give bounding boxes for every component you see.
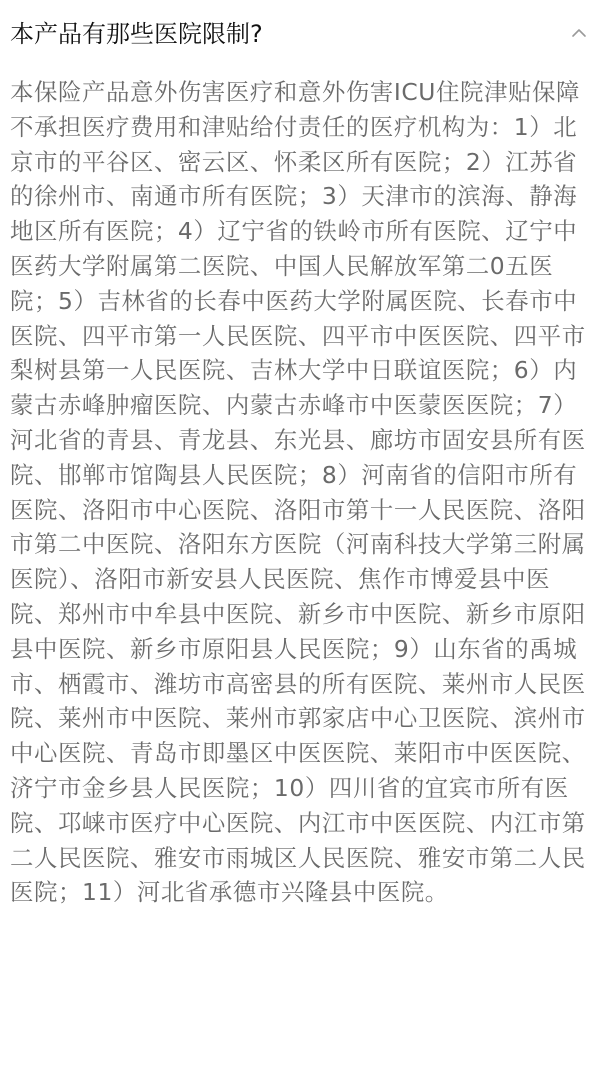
chevron-up-icon[interactable] bbox=[570, 24, 588, 42]
faq-question-title: 本产品有那些医院限制? bbox=[10, 20, 263, 48]
faq-question-header[interactable] bbox=[0, 0, 600, 68]
faq-answer-text: 本保险产品意外伤害医疗和意外伤害ICU住院津贴保障不承担医疗费用和津贴给付责任的医疗机构为：1）北京市的平谷区、密云区、怀柔区所有医院；2）江苏省的徐州市、南通市所有医院；3）天津市的滨海、静海地区所有医院；4）辽宁省的铁岭市所有医院、辽宁中医药大学附属第二医院、中国人民解放军第二0五医院；5）吉林省的长春中医药大学附属医院、长春市中医院、四平市第一人民医院、四平市中医医院、四平市梨树县第一人民医院、吉林大学中日联谊医院；6）内蒙古赤峰肿瘤医院、内蒙古赤峰市中医蒙医医院；7）河北省的青县、青龙县、东光县、廊坊市固安县所有医院、邯郸市馆陶县人民医院；8）河南省的信阳市所有医院、洛阳市中心医院、洛阳市第十一人民医院、洛阳市第二中医院、洛阳东方医院（河南科技大学第三附属医院）、洛阳市新安县人民医院、焦作市博爱县中医院、郑州市中牟县中医院、新乡市中医院、新乡市原阳县中医院、新乡市原阳县人民医院；9）山东省的禹城市、栖霞市、潍坊市高密县的所有医院、莱州市人民医院、莱州市中医院、莱州市郭家店中心卫医院、滨州市中心医院、青岛市即墨区中医医院、莱阳市中医医院、济宁市金乡县人民医院；10）四川省的宜宾市所有医院、邛崃市医疗中心医院、内江市中医医院、内江市第二人民医院、雅安市雨城区人民医院、雅安市第二人民医院；11）河北省承德市兴隆县中医院。 bbox=[10, 78, 586, 907]
